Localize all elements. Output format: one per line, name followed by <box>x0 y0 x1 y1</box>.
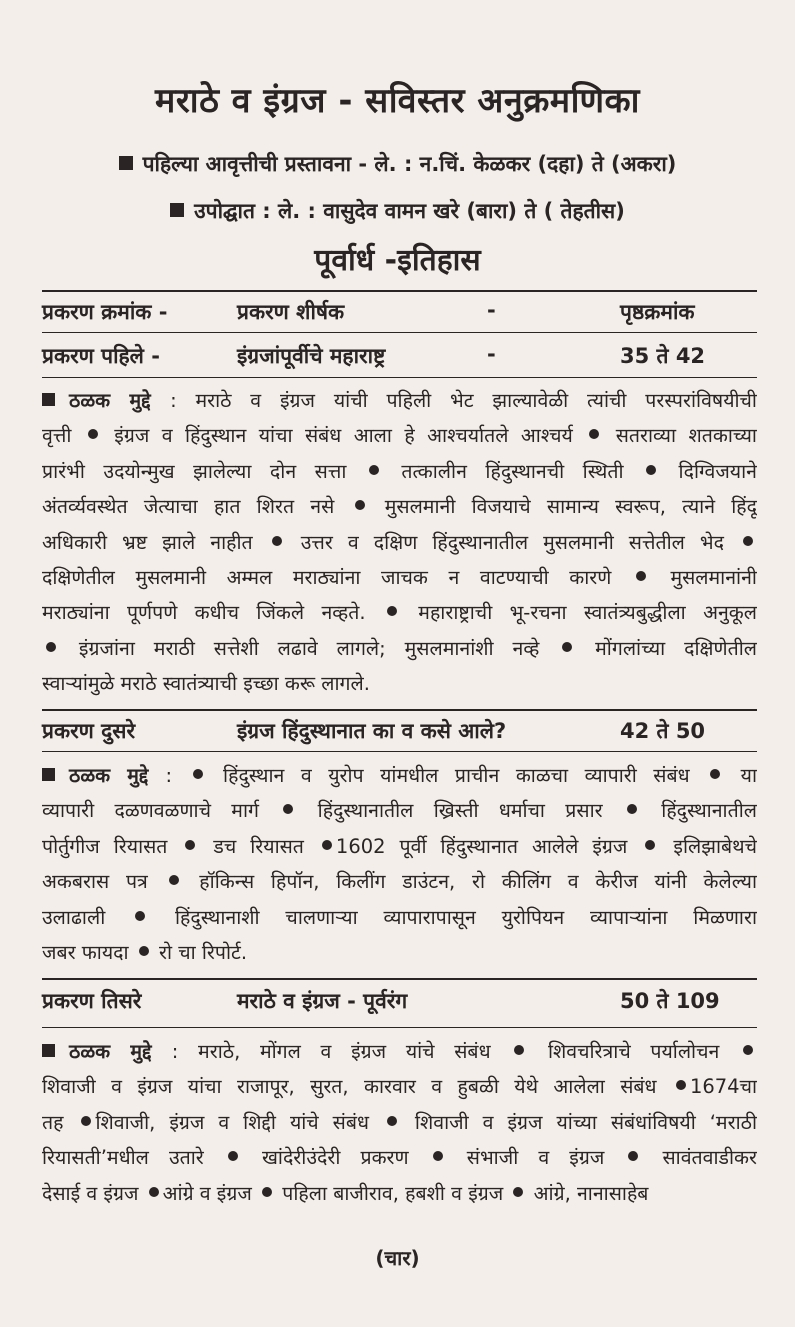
highlights-label: ठळक मुद्दे <box>69 389 171 412</box>
chapter-title: मराठे व इंग्रज - पूर्वरंग <box>237 989 408 1013</box>
bullet-dot-icon <box>645 840 655 850</box>
chapter-row <box>42 342 757 378</box>
highlight-line: तह शिवाजी, इंग्रज व शिद्दी यांचे संबंध शिवाजी व इंग्रज यांच्या संबंधांविषयी ‘मराठी <box>42 1110 757 1134</box>
square-bullet-icon <box>42 393 55 406</box>
highlight-line: व्यापारी दळणवळणाचे मार्ग हिंदुस्थानातील ख्रिस्ती धर्माचा प्रसार हिंदुस्थानातील <box>42 799 757 823</box>
chapter-highlights <box>42 1034 757 1211</box>
bullet-dot-icon <box>627 804 637 814</box>
bullet-dot-icon <box>81 1116 91 1126</box>
chapter-row <box>42 717 757 753</box>
bullet-dot-icon <box>646 465 656 475</box>
table-header-row <box>42 298 757 334</box>
divider <box>42 377 757 378</box>
bullet-dot-icon <box>387 606 397 616</box>
chapter-row <box>42 987 757 1023</box>
bullet-dot-icon <box>322 840 332 850</box>
bullet-dot-icon <box>46 642 56 652</box>
bullet-dot-icon <box>743 1045 753 1055</box>
bullet-dot-icon <box>743 536 753 546</box>
chapter-number: प्रकरण तिसरे <box>42 989 142 1013</box>
bullet-dot-icon <box>514 1045 524 1055</box>
bullet-dot-icon <box>185 840 195 850</box>
bullet-dot-icon <box>676 1080 686 1090</box>
chapter-pages: 50 ते 109 <box>620 989 720 1013</box>
highlight-line: दक्षिणेतील मुसलमानी अम्मल मराठ्यांना जाचक न वाटण्याची कारणे मुसलमानांनी <box>42 565 757 589</box>
highlight-line: रियासती’मधील उतारे खांदेरीउंदेरी प्रकरण संभाजी व इंग्रज सावंतवाडीकर <box>42 1146 757 1170</box>
divider <box>42 290 757 292</box>
part-heading: पूर्वार्ध -इतिहास <box>314 243 481 278</box>
bullet-dot-icon <box>262 1187 272 1197</box>
highlights-label: ठळक मुद्दे <box>69 764 166 787</box>
bullet-dot-icon <box>562 642 572 652</box>
chapter-pages: 42 ते 50 <box>620 719 706 743</box>
chapter-title: इंग्रजांपूर्वीचे महाराष्ट्र <box>237 344 386 368</box>
highlights-label: ठळक मुद्दे <box>69 1040 172 1063</box>
preface-text: पहिल्या आवृत्तीची प्रस्तावना - ले. : न.चिं. केळकर (दहा) ते (अकरा) <box>142 152 677 176</box>
highlight-line: ठळक मुद्दे : मराठे व इंग्रज यांची पहिली भेट झाल्यावेळी त्यांची परस्परांविषयीची <box>42 383 757 418</box>
bullet-dot-icon <box>228 1151 238 1161</box>
square-bullet-icon <box>119 156 133 170</box>
highlight-line: मराठ्यांना पूर्णपणे कधीच जिंकले नव्हते. महाराष्ट्राची भू-रचना स्वातंत्र्यबुद्धीला अनुकूल <box>42 601 757 625</box>
preface-entry <box>0 150 795 178</box>
chapter-dash: - <box>487 342 496 366</box>
bullet-dot-icon <box>283 804 293 814</box>
highlight-line: देसाई व इंग्रज आंग्रे व इंग्रज पहिला बाजीराव, हबशी व इंग्रज आंग्रे, नानासाहेब <box>42 1181 649 1205</box>
bullet-dot-icon <box>636 571 646 581</box>
header-page-number: पृष्ठक्रमांक <box>620 300 695 324</box>
introduction-text: उपोद्घात : ले. : वासुदेव वामन खरे (बारा) ते ( तेहतीस) <box>194 199 625 223</box>
highlight-line: शिवाजी व इंग्रज यांचा राजापूर, सुरत, कारवार व हुबळी येथे आलेला संबंध 1674चा <box>42 1075 757 1099</box>
highlight-line: ठळक मुद्दे : हिंदुस्थान व युरोप यांमधील प्राचीन काळचा व्यापारी संबंध या <box>42 758 757 793</box>
header-dash: - <box>487 298 496 322</box>
highlight-line: उलाढाली हिंदुस्थानाशी चालणाऱ्या व्यापारापासून युरोपियन व्यापाऱ्यांना मिळणारा <box>42 905 757 929</box>
header-chapter-title: प्रकरण शीर्षक <box>237 300 345 324</box>
chapter-number: प्रकरण पहिले - <box>42 344 160 368</box>
chapter-highlights <box>42 383 757 702</box>
bullet-dot-icon <box>387 1116 397 1126</box>
bullet-dot-icon <box>355 500 365 510</box>
bullet-dot-icon <box>513 1187 523 1197</box>
divider <box>42 978 757 980</box>
divider <box>42 1027 757 1028</box>
highlight-line: वृत्ती इंग्रज व हिंदुस्थान यांचा संबंध आला हे आश्चर्यातले आश्चर्य सतराव्या शतकाच्या <box>42 424 757 448</box>
bullet-dot-icon <box>135 911 145 921</box>
bullet-dot-icon <box>369 465 379 475</box>
bullet-dot-icon <box>710 769 720 779</box>
highlight-line: अकबरास पत्र हॉकिन्स हिपॉन, किलींग डाउंटन, रो कीलिंग व केरीज यांनी केलेल्या <box>42 870 757 894</box>
chapter-title: इंग्रज हिंदुस्थानात का व कसे आले? <box>237 719 507 743</box>
page-title: मराठे व इंग्रज - सविस्तर अनुक्रमणिका <box>155 81 640 121</box>
square-bullet-icon <box>42 768 55 781</box>
divider <box>42 709 757 711</box>
bullet-dot-icon <box>433 1151 443 1161</box>
highlight-line: ठळक मुद्दे : मराठे, मोंगल व इंग्रज यांचे संबंध शिवचरित्राचे पर्यालोचन <box>42 1034 757 1069</box>
bullet-dot-icon <box>193 769 203 779</box>
chapter-highlights <box>42 758 757 970</box>
square-bullet-icon <box>42 1044 55 1057</box>
introduction-entry <box>0 197 795 225</box>
page-number: (चार) <box>375 1246 420 1270</box>
bullet-dot-icon <box>169 875 179 885</box>
chapter-pages: 35 ते 42 <box>620 344 706 368</box>
square-bullet-icon <box>170 203 184 217</box>
bullet-dot-icon <box>149 1187 159 1197</box>
highlight-line: प्रारंभी उदयोन्मुख झालेल्या दोन सत्ता तत्कालीन हिंदुस्थानची स्थिती दिग्विजयाने <box>42 459 757 483</box>
highlight-line: स्वाऱ्यांमुळे मराठे स्वातंत्र्याची इच्छा करू लागले. <box>42 672 370 696</box>
bullet-dot-icon <box>139 946 149 956</box>
chapter-number: प्रकरण दुसरे <box>42 719 136 743</box>
header-chapter-number: प्रकरण क्रमांक - <box>42 300 168 324</box>
bullet-dot-icon <box>272 536 282 546</box>
highlight-line: अधिकारी भ्रष्ट झाले नाहीत उत्तर व दक्षिण हिंदुस्थानातील मुसलमानी सत्तेतील भेद <box>42 525 757 560</box>
bullet-dot-icon <box>589 429 599 439</box>
highlight-line: पोर्तुगीज रियासत डच रियासत 1602 पूर्वी हिंदुस्थानात आलेले इंग्रज इलिझाबेथचे <box>42 834 757 858</box>
bullet-dot-icon <box>88 429 98 439</box>
highlight-line: इंग्रजांना मराठी सत्तेशी लढावे लागले; मुसलमानांशी नव्हे मोंगलांच्या दक्षिणेतील <box>42 631 757 666</box>
highlight-line: अंतर्व्यवस्थेत जेत्याचा हात शिरत नसे मुसलमानी विजयाचे सामान्य स्वरूप, त्याने हिंदू <box>42 495 757 519</box>
divider <box>42 751 757 752</box>
divider <box>42 332 757 333</box>
highlight-line: जबर फायदा रो चा रिपोर्ट. <box>42 940 248 964</box>
bullet-dot-icon <box>628 1151 638 1161</box>
